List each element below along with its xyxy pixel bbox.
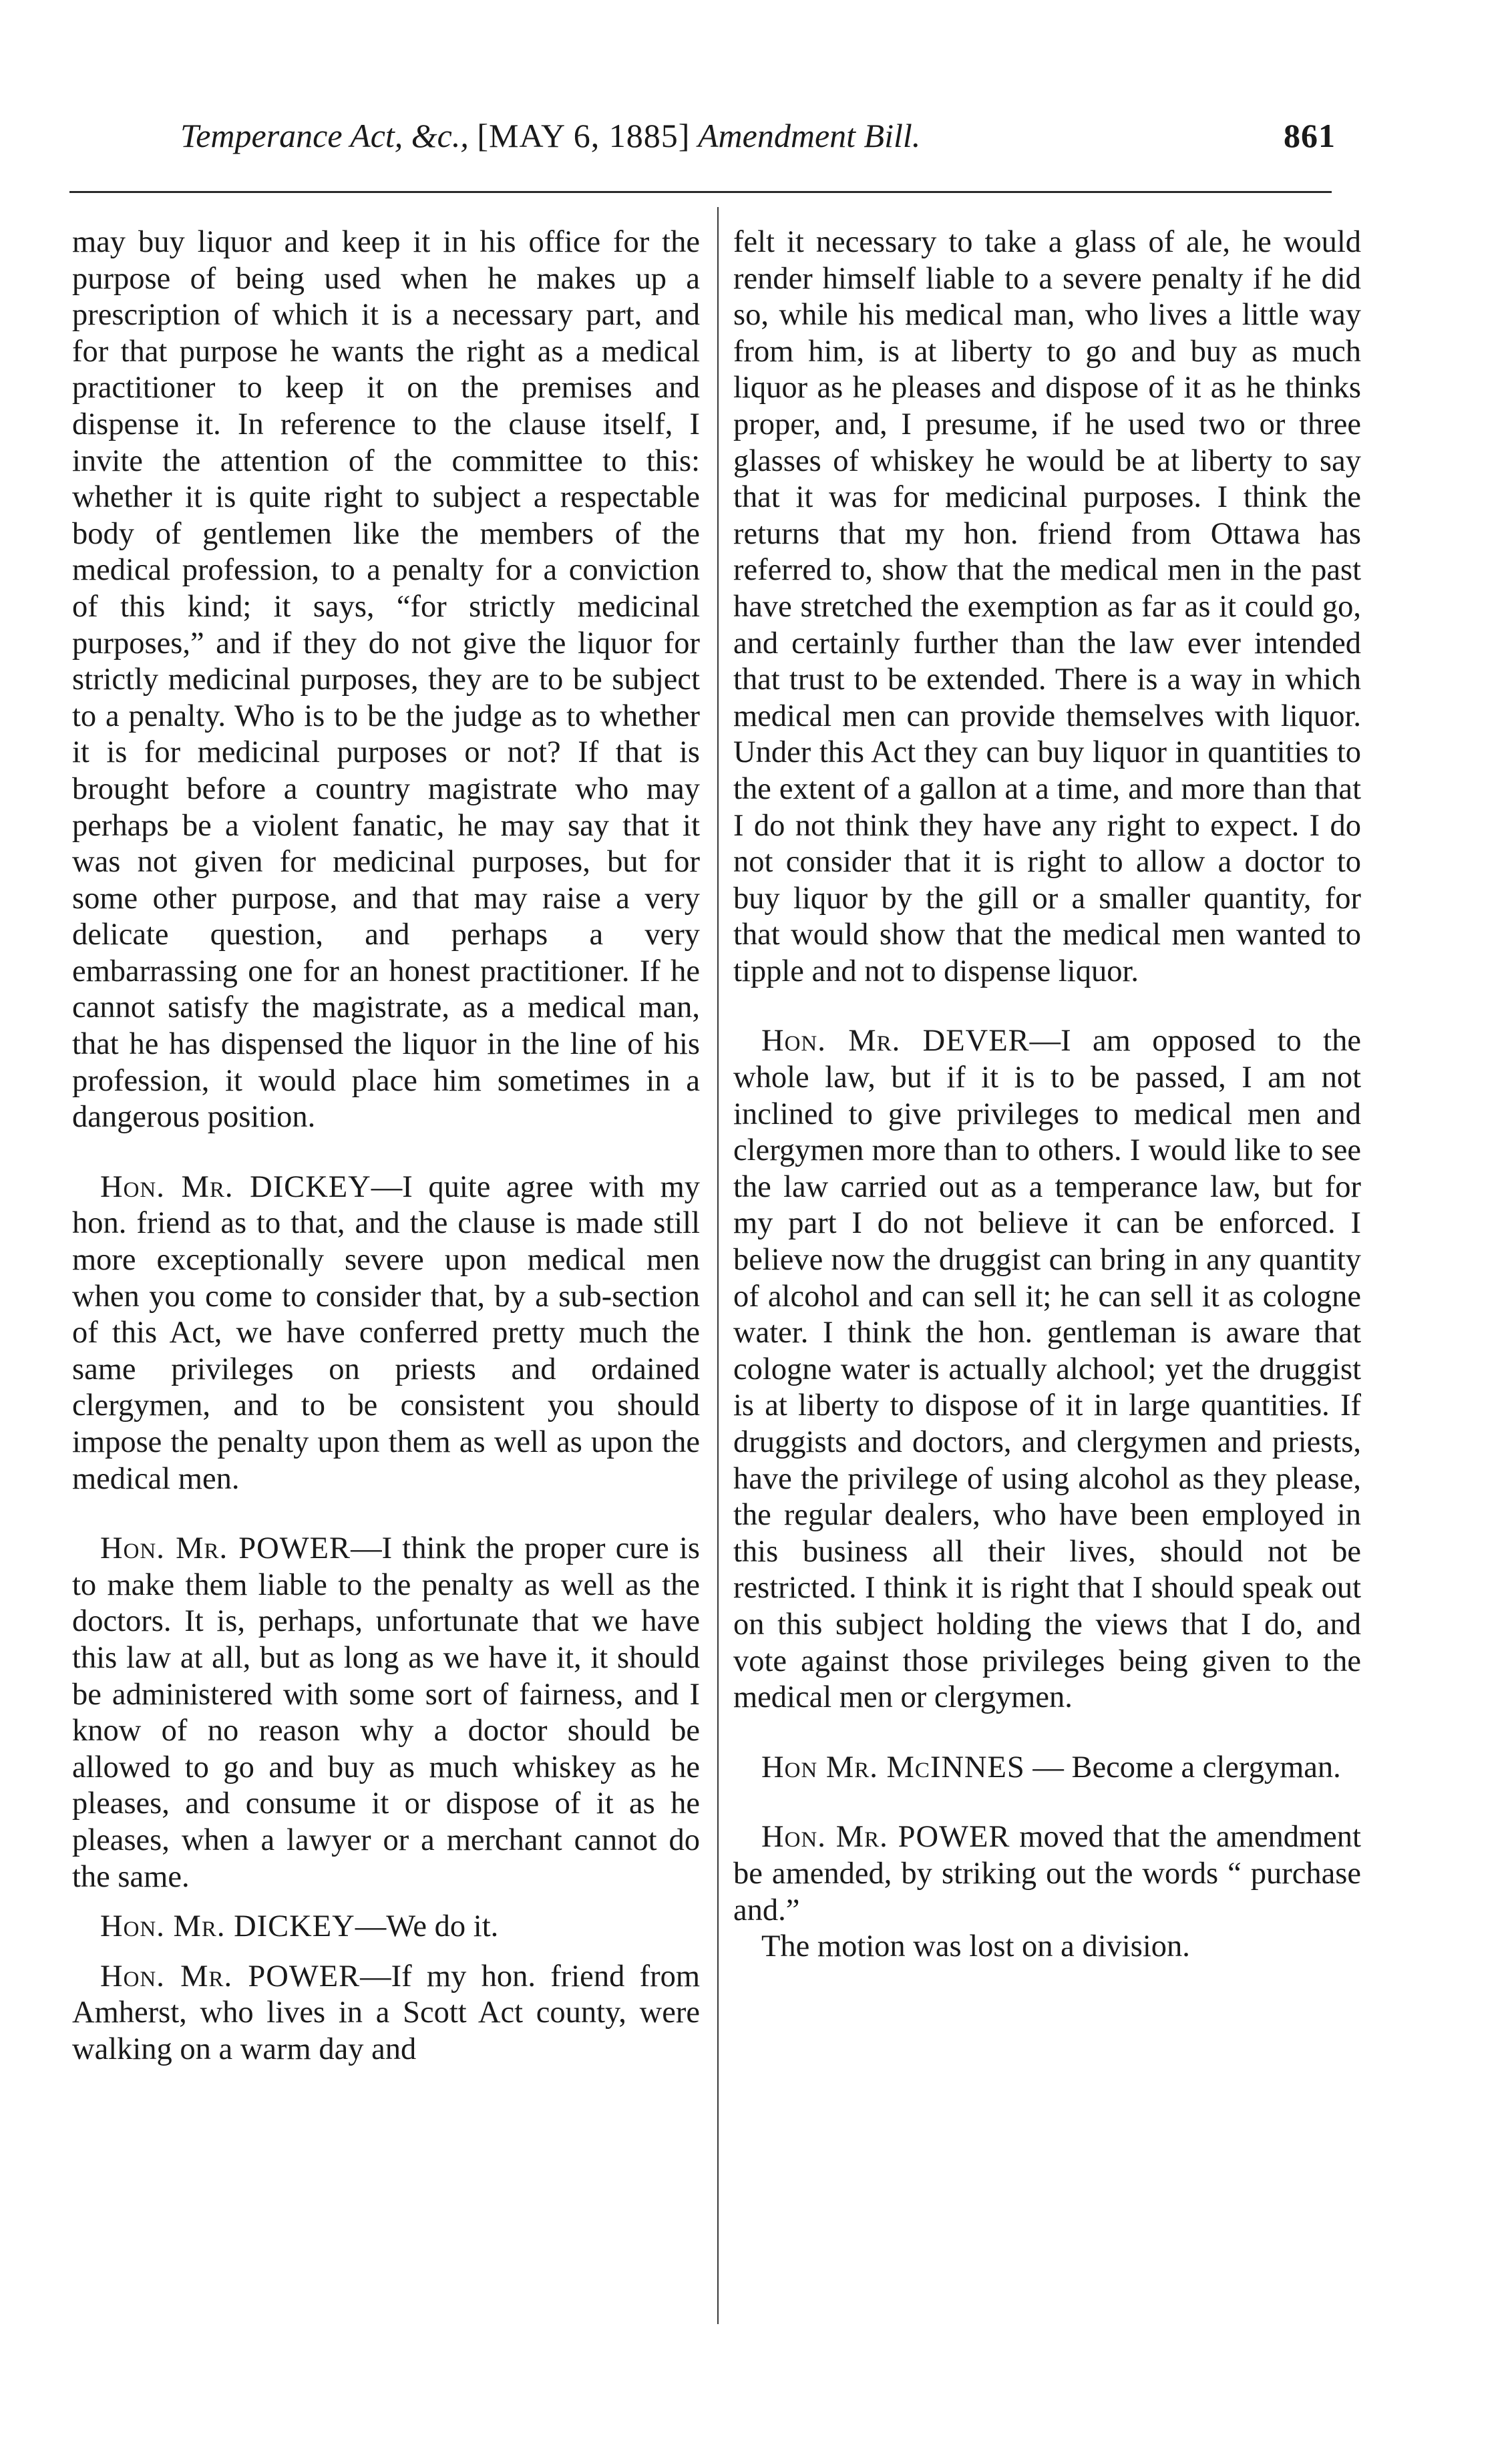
speaker-name: Hon. Mr. POWER: [761, 1820, 1010, 1855]
speech-paragraph: [733, 1023, 1361, 1716]
speaker-name: Hon. Mr. POWER: [100, 1531, 351, 1566]
paragraph: [733, 224, 1361, 990]
column-divider: [717, 207, 719, 2324]
right-column: [733, 224, 1361, 1965]
speech-paragraph: [72, 1959, 700, 2068]
paragraph-text: felt it necessary to take a glass of ale, he would render himself liable to a severe penalty if he did so, while his medical man, who lives a little way from him, is at liberty to go and buy as much liquor as he pleases and dispose of it as he thinks proper, and, I presume, if he used two or three glasses of whiskey he would be at liberty to say that it was for medicinal purposes. I think the returns that my hon. friend from Ottawa has referred to, show that the medical men in the past have stretched the exemption as far as it could go, and certainly further than the law ever intended that trust to be extended. There is a way in which medical men can provide themselves with liquor. Under this Act they can buy liquor in quantities to the extent of a gallon at a time, and more than that I do not think they have any right to expect. I do not consider that it is right to allow a doctor to buy liquor by the gill or a smaller quantity, for that would show that the medical men wanted to tipple and not to dispense liquor.: [733, 225, 1361, 988]
paragraph-text: The motion was lost on a division.: [761, 1929, 1190, 1964]
speech-text: — Become a clergyman.: [1024, 1750, 1341, 1784]
speaker-name: Hon. Mr. DICKEY: [100, 1169, 371, 1204]
speech-text: —I am opposed to the whole law, but if it is to be passed, I am not inclined to give privileges to medical men and clergymen more than to others. I would like to see the law carried out as a temperance law, but for my part I do not believe it can be enforced. I believe now the druggist can bring in any quantity of alcohol and can sell it; he can sell it as cologne water. I think the hon. gentleman is aware that cologne water is actually alchool; yet the druggist is at liberty to dispose of it in large quantities. If druggists and doctors, and clergymen and priests, have the privilege of using alcohol as they please, the regular dealers, who have been employed in this business all their lives, should not be restricted. I think it is right that I should speak out on this subject holding the views that I do, and vote against those privileges being given to the medical men or clergymen.: [733, 1024, 1361, 1715]
speech-paragraph: [733, 1750, 1361, 1786]
speaker-name: Hon Mr. McINNES: [761, 1750, 1025, 1784]
paragraph-text: may buy liquor and keep it in his office for the purpose of being used when he makes up a prescription of which it is a necessary part, and for that purpose he wants the right as a medical practitioner to keep it on the premises and dispense it. In reference to the clause itself, I invite the attention of the committee to this: whether it is quite right to subject a respectable body of gentlemen like the members of the medical profession, to a penalty for a conviction of this kind; it says, “for strictly medicinal purposes,” and if they do not give the liquor for strictly medicinal purposes, they are to be subject to a penalty. Who is to be the judge as to whether it is for medicinal purposes or not? If that is brought before a country magistrate who may perhaps be a violent fanatic, he may say that it was not given for medicinal purposes, but for some other purpose, and that may raise a very delicate question, and perhaps a very embarrassing one for an honest practitioner. If he cannot satisfy the magistrate, as a medical man, that he has dispensed the liquor in the line of his profession, it would place him sometimes in a dangerous position.: [72, 225, 700, 1135]
speech-text: —If my hon. friend from Amherst, who lives in a Scott Act county, were walking on a warm day and: [72, 1959, 700, 2066]
running-title-date: [MAY 6, 1885]: [477, 117, 691, 154]
running-head: [180, 112, 1336, 159]
speech-text: —I quite agree with my hon. friend as to that, and the clause is made still more exceptionally severe upon medical men when you come to consider that, by a sub-section of this Act, we have conferred pretty much the same privileges on priests and ordained clergymen, and to be consistent you should impose the penalty upon them as well as upon the medical men.: [72, 1169, 700, 1496]
speech-text: —We do it.: [355, 1909, 499, 1944]
page-number: 861: [1284, 117, 1336, 154]
speech-paragraph: [72, 1531, 700, 1895]
speech-text: —I think the proper cure is to make them liable to the penalty as well as the doctors. It is, perhaps, unfortunate that we have this law at all, but as long as we have it, it should be administered with some sort of fairness, and I know of no reason why a doctor should be allowed to go and buy as much whiskey as he pleases, and consume it or dispose of it as he pleases, when a lawyer or a merchant cannot do the same.: [72, 1531, 700, 1894]
speech-text: moved that the amendment be amended, by striking out the words “ purchase and.”: [733, 1820, 1361, 1927]
running-title-right: Amendment Bill.: [698, 117, 921, 154]
left-column: [72, 224, 700, 2068]
running-title-left: Temperance Act, &c.,: [180, 117, 469, 154]
speech-paragraph: [733, 1819, 1361, 1929]
running-title: [180, 112, 920, 159]
speaker-name: Hon. Mr. DICKEY: [100, 1909, 355, 1944]
speaker-name: Hon. Mr. POWER: [100, 1959, 361, 1994]
header-rule: [69, 191, 1332, 193]
speech-paragraph: [72, 1909, 700, 1945]
speaker-name: Hon. Mr. DEVER: [761, 1024, 1030, 1059]
paragraph: [72, 224, 700, 1136]
speech-paragraph: [72, 1169, 700, 1497]
paragraph: [733, 1929, 1361, 1965]
